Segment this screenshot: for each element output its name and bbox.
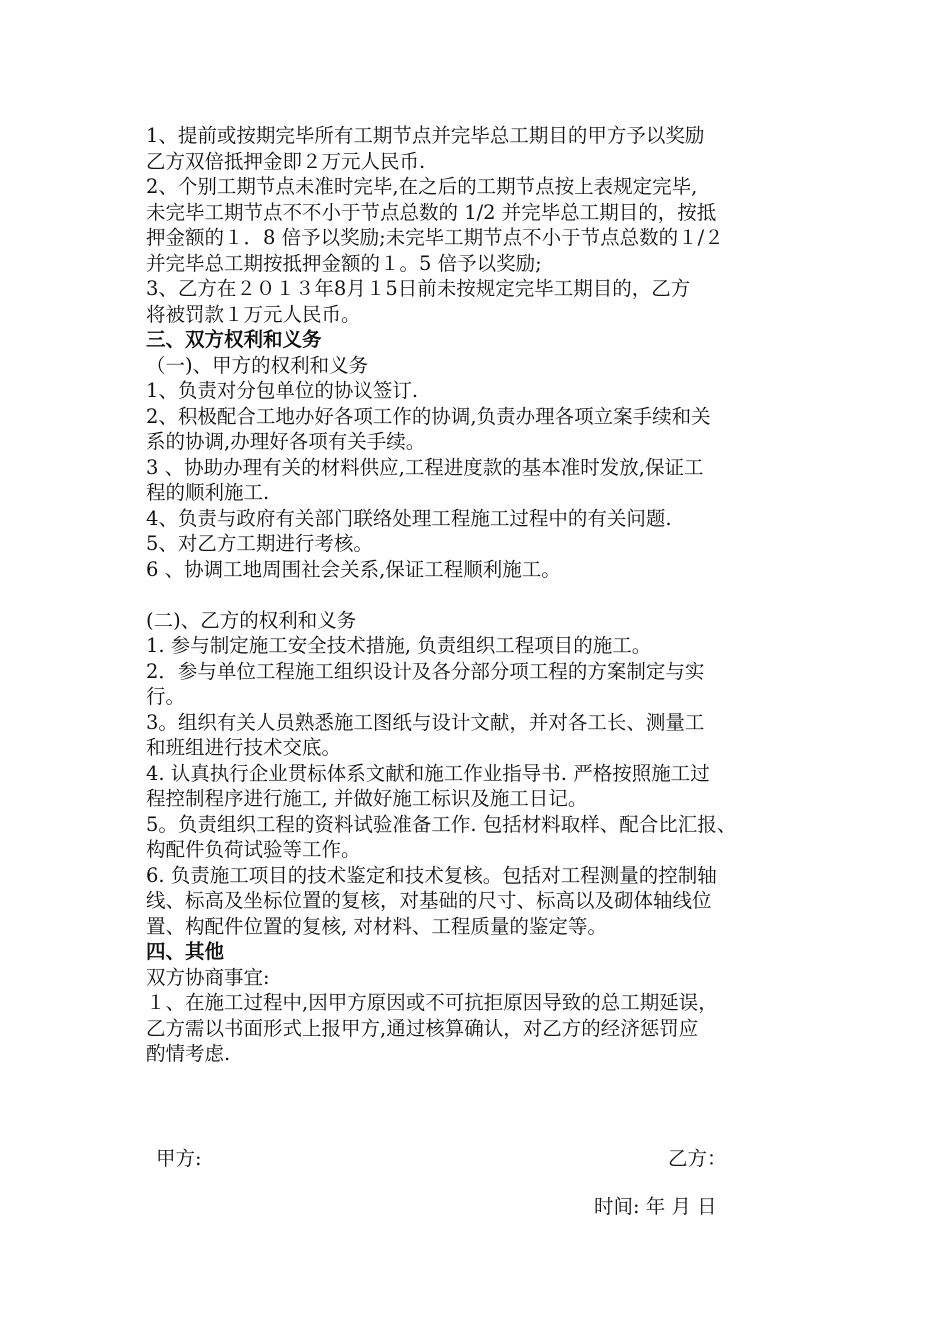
- party-a-item: 6 、协调工地周围社会关系,保证工程顺利施工。: [146, 557, 561, 581]
- party-b-item: 4. 认真执行企业贯标体系文献和施工作业指导书. 严格按照施工过: [146, 761, 710, 785]
- other-line: 乙方需以书面形式上报甲方,通过核算确认，对乙方的经济惩罚应: [146, 1016, 699, 1040]
- party-a-item: 4、负责与政府有关部门联络处理工程施工过程中的有关问题.: [146, 506, 672, 530]
- party-b-item: 构配件负荷试验等工作。: [146, 838, 361, 861]
- body-line: 3、乙方在２０１３年8月１5日前未按规定完毕工期目的，乙方: [146, 277, 691, 300]
- party-b-item: 2．参与单位工程施工组织设计及各分部分项工程的方案制定与实: [146, 659, 705, 683]
- party-b-item: 行。: [146, 685, 186, 708]
- body-line: 乙方双倍抵押金即２万元人民币.: [146, 149, 426, 173]
- party-b-item: 线、标高及坐标位置的复核，对基础的尺寸、标高以及砌体轴线位: [146, 889, 712, 912]
- party-b-item: 6. 负责施工项目的技术鉴定和技术复核。包括对工程测量的控制轴: [146, 863, 717, 887]
- party-a-item: 1、负责对分包单位的协议签订.: [146, 379, 419, 402]
- party-b-item: 和班组进行技术交底。: [146, 736, 342, 759]
- section-heading-other: 四、其他: [146, 940, 225, 963]
- party-a-item: 5、对乙方工期进行考核。: [146, 532, 373, 555]
- party-a-item: 程的顺利施工.: [146, 481, 270, 504]
- body-line: 并完毕总工期按抵押金额的１。5 倍予以奖励;: [146, 251, 542, 275]
- subsection-title-party-b: (二)、乙方的权利和义务: [146, 608, 357, 632]
- other-line: １、在施工过程中,因甲方原因或不可抗拒原因导致的总工期延误，: [146, 991, 718, 1014]
- body-line: 1、提前或按期完毕所有工期节点并完毕总工期目的甲方予以奖励: [146, 124, 705, 147]
- signature-date: 时间: 年 月 日: [594, 1195, 717, 1218]
- party-b-item: 1. 参与制定施工安全技术措施, 负责组织工程项目的施工。: [146, 634, 652, 657]
- document-body: [146, 123, 826, 1067]
- party-a-item: 2、积极配合工地办好各项工作的协调,负责办理各项立案手续和关: [146, 404, 711, 428]
- party-b-item: 3。组织有关人员熟悉施工图纸与设计文献，并对各工长、测量工: [146, 710, 705, 734]
- party-b-item: 5。负责组织工程的资料试验准备工作. 包括材料取样、配合比汇报、: [146, 812, 737, 836]
- other-line: 酌情考虑.: [146, 1042, 231, 1065]
- body-line: 2、个别工期节点未准时完毕,在之后的工期节点按上表规定完毕,: [146, 175, 698, 198]
- subsection-title-party-a: （一)、甲方的权利和义务: [146, 353, 369, 377]
- body-line: 押金额的１．8 倍予以奖励;未完毕工期节点不小于节点总数的１/２: [146, 226, 724, 249]
- other-line: 双方协商事宜:: [146, 965, 270, 989]
- spacer: [146, 582, 826, 608]
- signature-party-b: 乙方：: [668, 1147, 727, 1170]
- party-b-item: 程控制程序进行施工, 并做好施工标识及施工日记。: [146, 787, 588, 810]
- party-a-item: 系的协调,办理好各项有关手续。: [146, 430, 426, 453]
- party-a-item: 3 、协助办理有关的材料供应,工程进度款的基本准时发放,保证工: [146, 455, 704, 479]
- signature-party-a: 甲方:: [156, 1147, 202, 1170]
- body-line: 将被罚款１万元人民币。: [146, 302, 361, 326]
- body-line: 未完毕工期节点不不小于节点总数的 1/2 并完毕总工期目的，按抵: [146, 200, 717, 224]
- section-heading-rights: 三、双方权利和义务: [146, 328, 322, 351]
- party-b-item: 置、构配件位置的复核, 对材料、工程质量的鉴定等。: [146, 914, 607, 938]
